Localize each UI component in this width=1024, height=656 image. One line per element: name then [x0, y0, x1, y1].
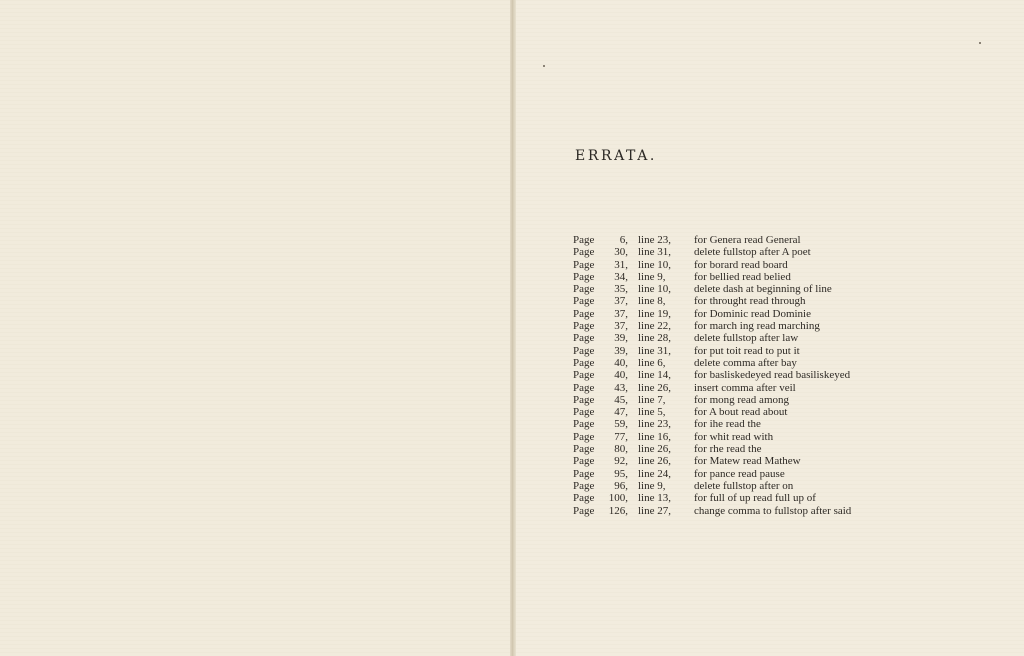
errata-page-word: Page	[573, 320, 595, 333]
errata-page-word: Page	[573, 430, 595, 443]
errata-correction: for full of up read full up of	[694, 492, 816, 505]
errata-page-number: 40,	[614, 369, 628, 382]
errata-page-word: Page	[573, 504, 595, 517]
errata-line-ref: line 26,	[638, 381, 671, 394]
errata-row	[573, 295, 851, 307]
errata-page-word: Page	[573, 406, 595, 419]
errata-correction: for Matew read Mathew	[694, 455, 801, 468]
errata-line-ref: line 31,	[638, 344, 671, 357]
errata-correction: delete dash at beginning of line	[694, 283, 832, 296]
errata-page-number: 34,	[614, 270, 628, 283]
errata-page-word: Page	[573, 356, 595, 369]
errata-page-number: 6,	[619, 234, 628, 246]
errata-row	[573, 332, 851, 344]
errata-page-word: Page	[573, 332, 595, 345]
errata-row	[573, 406, 851, 418]
errata-row	[573, 382, 851, 394]
paper-speck	[543, 65, 545, 67]
errata-line-ref: line 23,	[638, 234, 671, 246]
errata-row	[573, 271, 851, 283]
errata-correction: for throught read through	[694, 295, 806, 308]
errata-correction: for whit read with	[694, 430, 774, 443]
errata-row	[573, 357, 851, 369]
errata-page-number: 80,	[614, 443, 628, 456]
errata-line-ref: line 26,	[638, 443, 671, 456]
errata-correction: delete fullstop after law	[694, 332, 799, 345]
errata-page-number: 43,	[614, 381, 628, 394]
errata-line-ref: line 9,	[638, 479, 666, 492]
errata-page-number: 39,	[614, 344, 628, 357]
paper-speck	[979, 42, 981, 44]
errata-row	[573, 234, 851, 246]
errata-line-ref: line 14,	[638, 369, 671, 382]
errata-line-ref: line 10,	[638, 283, 671, 296]
errata-page-word: Page	[573, 369, 595, 382]
errata-page-word: Page	[573, 234, 595, 246]
errata-correction: change comma to fullstop after said	[694, 504, 852, 517]
errata-correction: for rhe read the	[694, 443, 762, 456]
errata-page-number: 37,	[614, 307, 628, 320]
errata-correction: for put toit read to put it	[694, 344, 800, 357]
errata-line-ref: line 24,	[638, 467, 671, 480]
errata-page-word: Page	[573, 283, 595, 296]
errata-page-number: 37,	[614, 295, 628, 308]
errata-page-number: 39,	[614, 332, 628, 345]
book-gutter	[510, 0, 516, 656]
errata-page-number: 45,	[614, 393, 628, 406]
errata-correction: delete fullstop after on	[694, 479, 794, 492]
errata-line-ref: line 10,	[638, 258, 671, 271]
errata-row	[573, 492, 851, 504]
errata-row	[573, 246, 851, 258]
errata-page-number: 100,	[608, 492, 628, 505]
errata-row	[573, 468, 851, 480]
errata-page-number: 96,	[614, 479, 628, 492]
errata-correction: for pance read pause	[694, 467, 785, 480]
errata-correction: for basliskedeyed read basiliskeyed	[694, 369, 851, 382]
errata-page-word: Page	[573, 418, 595, 431]
errata-line-ref: line 5,	[638, 406, 666, 419]
errata-page-number: 126,	[608, 504, 628, 517]
errata-page-word: Page	[573, 295, 595, 308]
errata-page-number: 47,	[614, 406, 628, 419]
errata-row	[573, 283, 851, 295]
errata-table	[573, 234, 851, 517]
errata-correction: for Dominic read Dominie	[694, 307, 811, 320]
errata-row	[573, 394, 851, 406]
errata-line-ref: line 6,	[638, 356, 666, 369]
errata-correction: for march ing read marching	[694, 320, 820, 333]
errata-correction: for A bout read about	[694, 406, 788, 419]
errata-page-word: Page	[573, 344, 595, 357]
errata-correction: delete fullstop after A poet	[694, 246, 811, 259]
errata-line-ref: line 8,	[638, 295, 666, 308]
errata-page-word: Page	[573, 492, 595, 505]
errata-row	[573, 455, 851, 467]
errata-row	[573, 443, 851, 455]
errata-page-number: 77,	[614, 430, 628, 443]
errata-row	[573, 431, 851, 443]
errata-line-ref: line 31,	[638, 246, 671, 259]
errata-correction: for borard read board	[694, 258, 788, 271]
errata-line-ref: line 22,	[638, 320, 671, 333]
errata-correction: for bellied read belied	[694, 270, 791, 283]
errata-line-ref: line 13,	[638, 492, 671, 505]
errata-correction: delete comma after bay	[694, 356, 797, 369]
errata-page-word: Page	[573, 258, 595, 271]
errata-row	[573, 259, 851, 271]
errata-line-ref: line 16,	[638, 430, 671, 443]
errata-page-number: 95,	[614, 467, 628, 480]
errata-line-ref: line 23,	[638, 418, 671, 431]
errata-row	[573, 505, 851, 517]
errata-row	[573, 308, 851, 320]
errata-line-ref: line 28,	[638, 332, 671, 345]
errata-correction: for Genera read General	[694, 234, 801, 246]
errata-line-ref: line 7,	[638, 393, 666, 406]
errata-correction: insert comma after veil	[694, 381, 796, 394]
errata-page-word: Page	[573, 455, 595, 468]
errata-row	[573, 369, 851, 381]
errata-page-number: 40,	[614, 356, 628, 369]
errata-page-number: 37,	[614, 320, 628, 333]
errata-page-word: Page	[573, 381, 595, 394]
errata-row	[573, 345, 851, 357]
errata-page-word: Page	[573, 270, 595, 283]
errata-page-word: Page	[573, 393, 595, 406]
errata-title: ERRATA.	[575, 148, 657, 164]
errata-correction: for ihe read the	[694, 418, 761, 431]
errata-line-ref: line 26,	[638, 455, 671, 468]
errata-page-word: Page	[573, 479, 595, 492]
errata-page-number: 31,	[614, 258, 628, 271]
errata-page-word: Page	[573, 307, 595, 320]
errata-page-number: 92,	[614, 455, 628, 468]
errata-page-word: Page	[573, 246, 595, 259]
errata-line-ref: line 27,	[638, 504, 671, 517]
errata-row	[573, 320, 851, 332]
errata-page-word: Page	[573, 443, 595, 456]
errata-page-number: 30,	[614, 246, 628, 259]
errata-correction: for mong read among	[694, 393, 789, 406]
errata-row	[573, 418, 851, 430]
errata-row	[573, 480, 851, 492]
errata-line-ref: line 9,	[638, 270, 666, 283]
errata-page-number: 35,	[614, 283, 628, 296]
errata-line-ref: line 19,	[638, 307, 671, 320]
errata-page-number: 59,	[614, 418, 628, 431]
errata-page-word: Page	[573, 467, 595, 480]
